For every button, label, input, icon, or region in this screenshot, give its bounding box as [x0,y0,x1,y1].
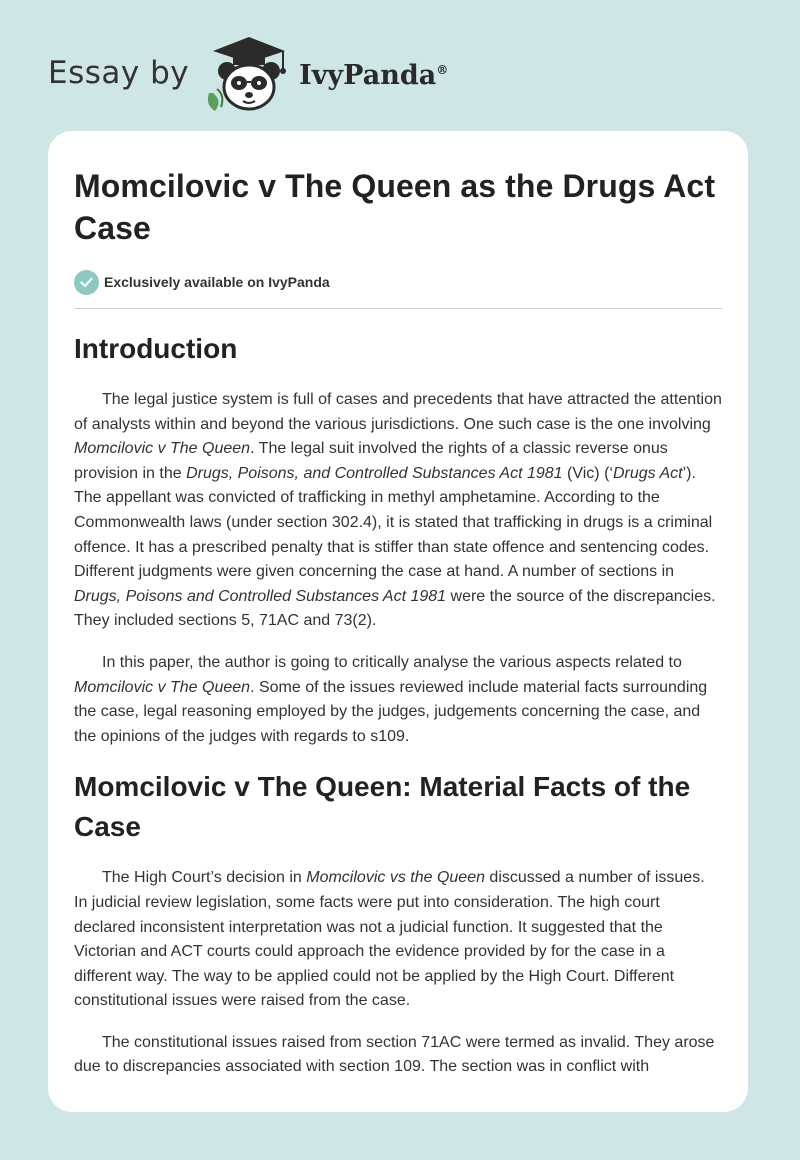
panda-graduate-icon[interactable] [203,31,295,115]
paragraph: The High Court’s decision in Momcilovic vs the Queen discussed a number of issues. In judicial review legislation, some facts were put into consideration. The high court declared inconsistent interpretation was not a judicial function. It suggested that the Victorian and ACT courts could approach the evidence provided by for the case in a different way. The way to be applied could not be applied by the High Court. Different constitutional issues were raised from the case. [74,869,705,1010]
essay-by-label: Essay by [48,55,190,91]
divider [74,308,722,309]
section-heading: Introduction [74,333,238,364]
article-card [48,131,748,1112]
site-header [48,28,508,118]
check-icon [74,270,99,295]
exclusive-badge [74,269,722,295]
article-title: Momcilovic v The Queen as the Drugs Act Case [74,168,716,246]
paragraph: In this paper, the author is going to critically analyse the various aspects related to Momcilovic v The Queen. Some of the issues reviewed include material facts surrounding the case, legal reasoning employed by the judges, judgements concerning the case, and the opinions of the judges with regards to s109. [74,653,708,745]
badge-label: Exclusively available on IvyPanda [104,274,330,290]
section-heading: Momcilovic v The Queen: Material Facts of the Case [74,771,691,843]
brand-name[interactable]: IvyPanda® [299,59,449,91]
paragraph: The constitutional issues raised from section 71AC were termed as invalid. They arose due to discrepancies associated with section 109. The section was in conflict with [74,1033,715,1076]
paragraph: The legal justice system is full of cases and precedents that have attracted the attention of analysts within and beyond the various jurisdictions. One such case is the one involving Momcilovic v The Queen. The legal suit involved the rights of a classic reverse onus provision in the Drugs, Poisons, and Controlled Substances Act 1981 (Vic) (‘Drugs Act’). The appellant was convicted of trafficking in methyl amphetamine. According to the Commonwealth laws (under section 302.4), it is stated that trafficking in drugs is a criminal offence. It has a prescribed penalty that is stiffer than state offence and sentencing codes. Different judgments were given concerning the case at hand. A number of sections in Drugs, Poisons and Controlled Substances Act 1981 were the source of the discrepancies. They included sections 5, 71AC and 73(2). [74,391,722,630]
